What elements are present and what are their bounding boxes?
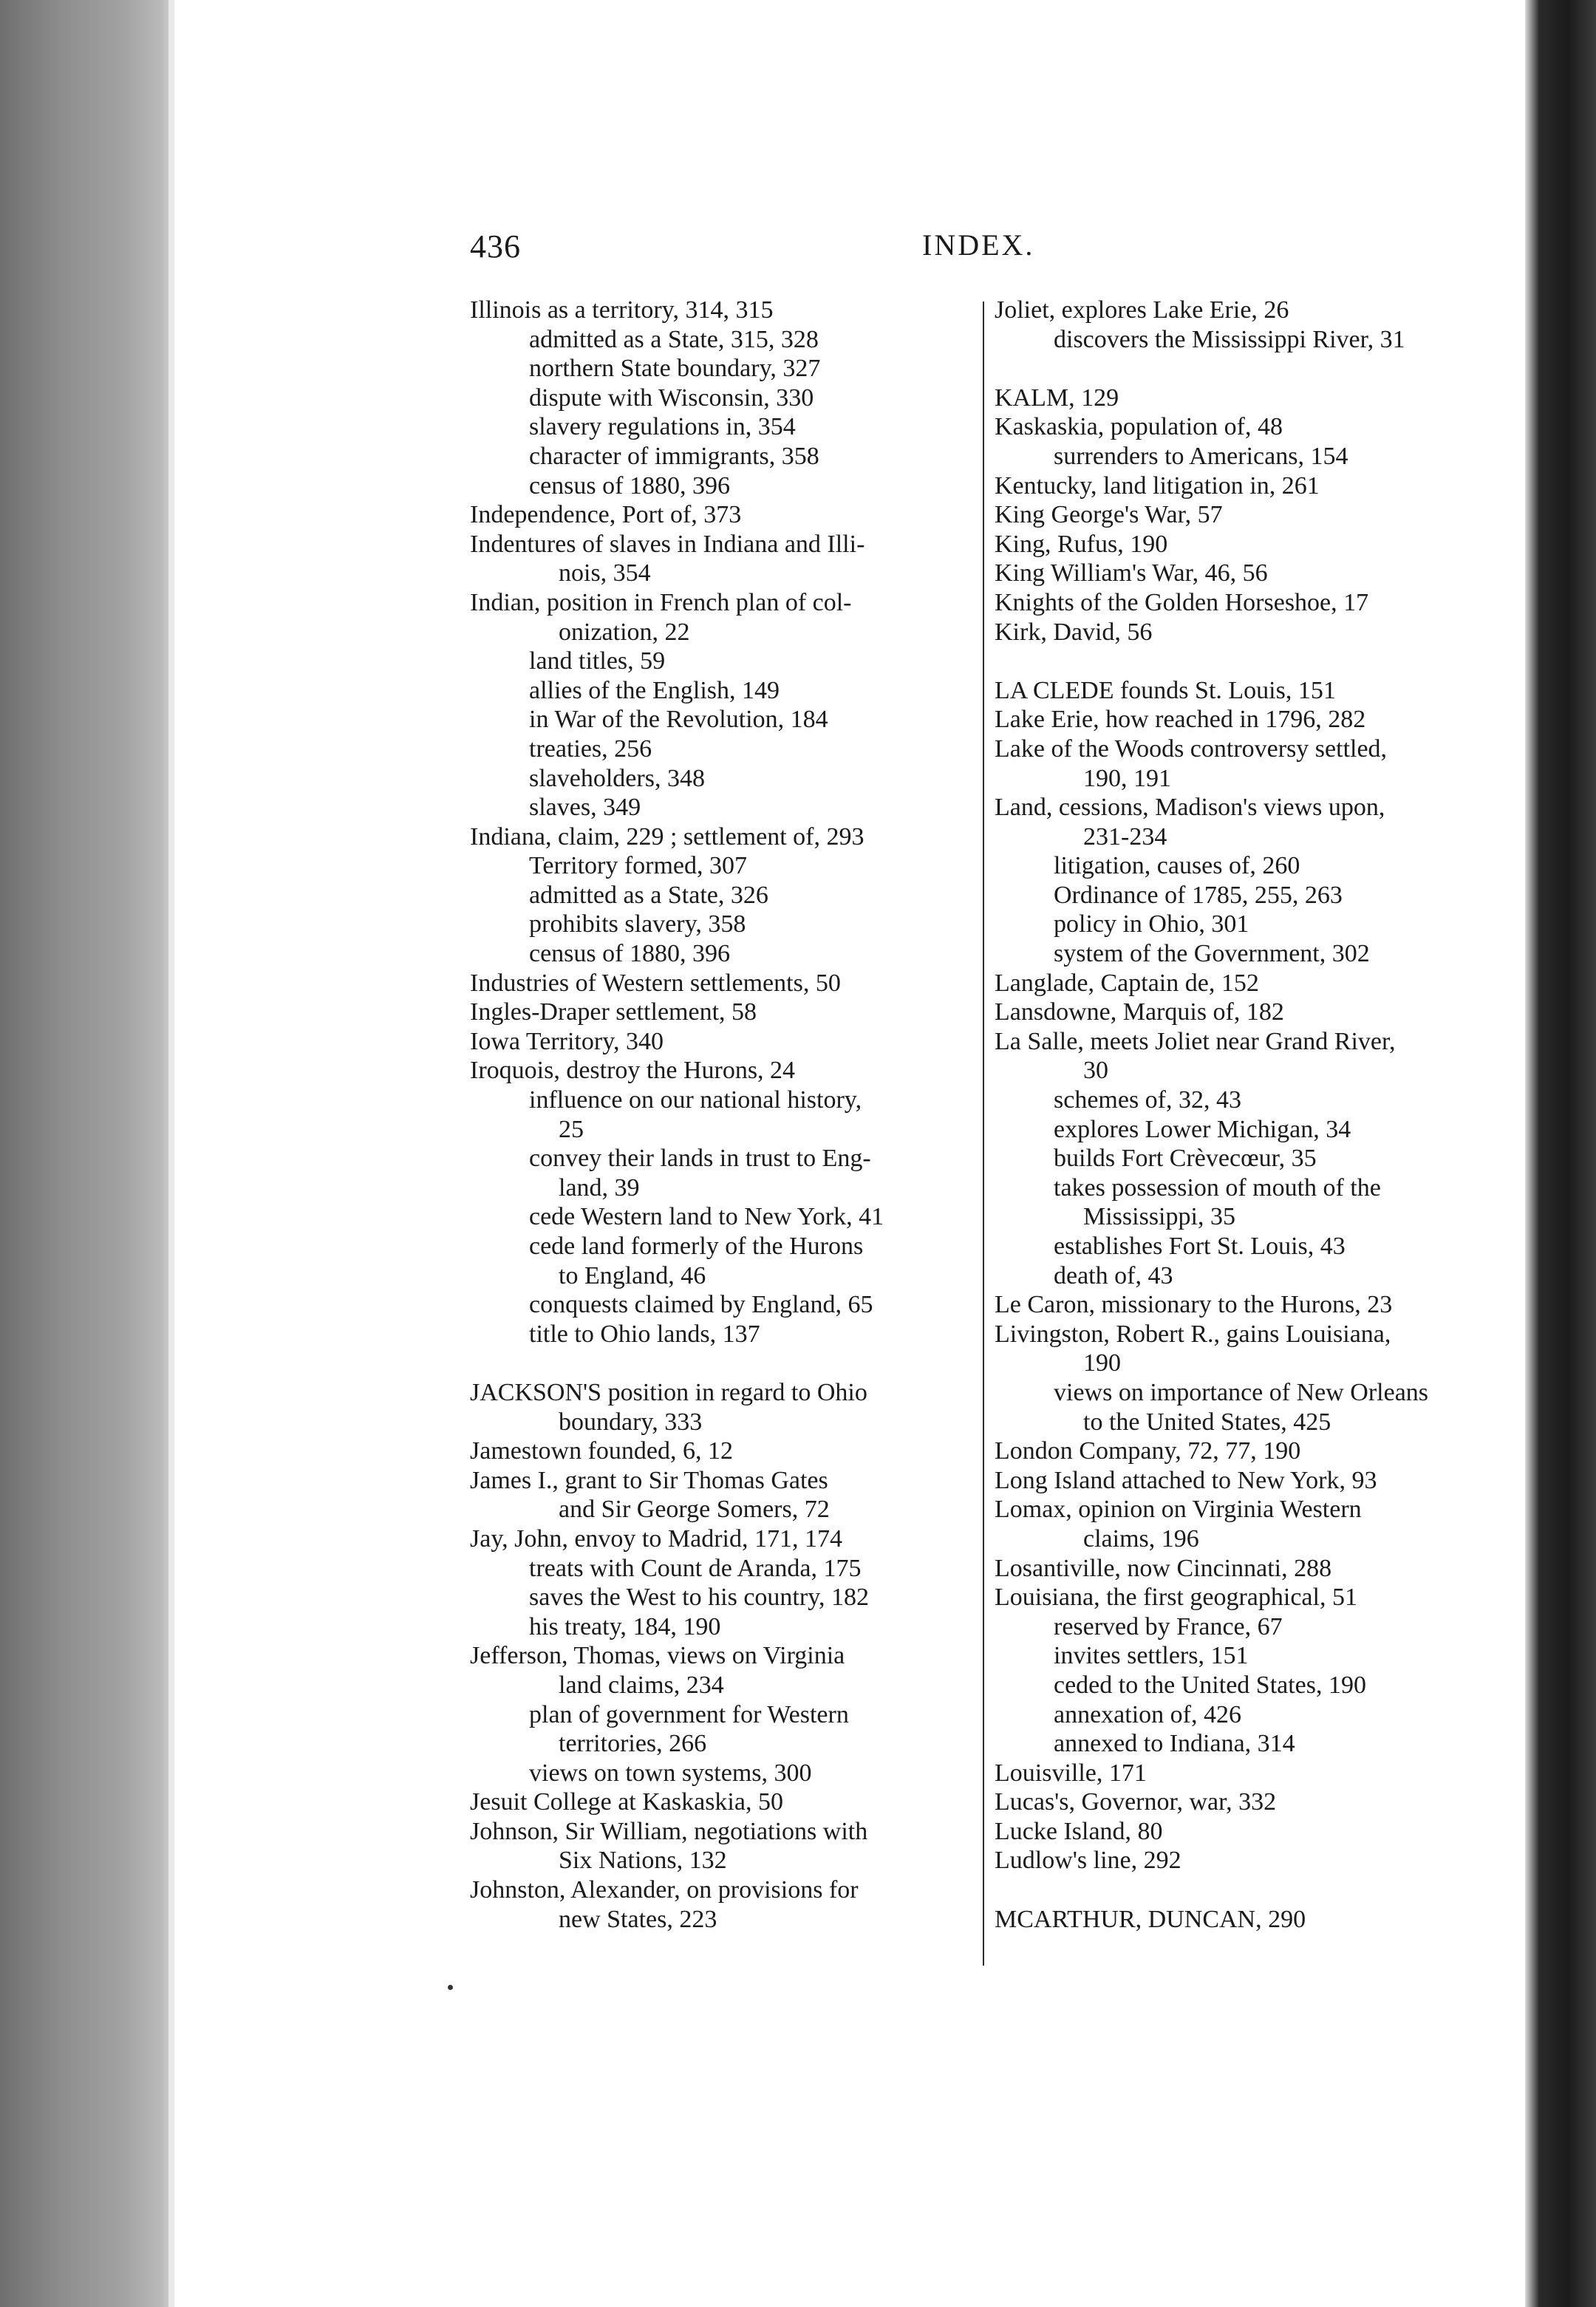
index-entry: Lake Erie, how reached in 1796, 282 xyxy=(995,706,1366,734)
index-entry: Illinois as a territory, 314, 315 xyxy=(470,296,774,324)
index-entry: views on town systems, 300 xyxy=(529,1759,812,1787)
index-entry: dispute with Wisconsin, 330 xyxy=(529,384,814,412)
index-entry: Ordinance of 1785, 255, 263 xyxy=(1054,881,1343,909)
index-entry: Joliet, explores Lake Erie, 26 xyxy=(995,296,1289,324)
index-entry: Indiana, claim, 229 ; settlement of, 293 xyxy=(470,822,864,851)
index-entry: Iroquois, destroy the Hurons, 24 xyxy=(470,1057,796,1085)
index-entry: surrenders to Americans, 154 xyxy=(1054,442,1348,470)
index-entry: death of, 43 xyxy=(1054,1261,1173,1289)
index-entry: prohibits slavery, 358 xyxy=(529,910,746,938)
scan-left-edge xyxy=(0,0,174,2307)
index-entry: Ludlow's line, 292 xyxy=(995,1847,1181,1875)
index-entry: 190 xyxy=(1083,1349,1121,1377)
index-entry: policy in Ohio, 301 xyxy=(1054,910,1249,938)
index-entry: Kirk, David, 56 xyxy=(995,618,1153,646)
index-entry: cede land formerly of the Hurons xyxy=(529,1233,864,1260)
index-entry: Livingston, Robert R., gains Louisiana, xyxy=(995,1320,1391,1348)
index-entry: Kentucky, land litigation in, 261 xyxy=(995,471,1320,500)
index-entry: census of 1880, 396 xyxy=(529,940,730,968)
index-entry: Langlade, Captain de, 152 xyxy=(995,969,1259,997)
index-entry: Lake of the Woods controversy settled, xyxy=(995,735,1388,763)
index-entry: ceded to the United States, 190 xyxy=(1054,1671,1367,1699)
index-entry: treaties, 256 xyxy=(529,735,652,763)
index-entry: Jesuit College at Kaskaskia, 50 xyxy=(470,1788,783,1816)
index-column-left xyxy=(470,296,980,1995)
index-entry: Kaskaskia, population of, 48 xyxy=(995,413,1283,441)
index-entry: admitted as a State, 326 xyxy=(529,881,768,909)
index-entry: 190, 191 xyxy=(1083,764,1171,792)
index-entry: Lansdowne, Marquis of, 182 xyxy=(995,998,1284,1026)
index-entry: Lucke Island, 80 xyxy=(995,1817,1163,1845)
index-entry: King George's War, 57 xyxy=(995,501,1223,529)
index-entry: reserved by France, 67 xyxy=(1054,1612,1283,1640)
index-entry: Six Nations, 132 xyxy=(559,1847,727,1875)
index-entry: annexation of, 426 xyxy=(1054,1700,1241,1728)
index-entry: northern State boundary, 327 xyxy=(529,355,821,383)
index-entry: Industries of Western settlements, 50 xyxy=(470,969,841,997)
index-entry: slavery regulations in, 354 xyxy=(529,413,796,441)
index-entry: King, Rufus, 190 xyxy=(995,530,1168,558)
index-entry: treats with Count de Aranda, 175 xyxy=(529,1554,862,1582)
page-header xyxy=(470,228,1490,287)
index-entry: land titles, 59 xyxy=(529,647,666,675)
index-section-gap xyxy=(470,1349,980,1378)
index-entry: Johnston, Alexander, on provisions for xyxy=(470,1876,859,1904)
index-entry: Independence, Port of, 373 xyxy=(470,501,742,529)
index-entry: Land, cessions, Madison's views upon, xyxy=(995,794,1385,822)
index-entry: land claims, 234 xyxy=(559,1671,724,1699)
column-divider xyxy=(983,301,984,1966)
index-entry: character of immigrants, 358 xyxy=(529,442,819,470)
index-entry: Territory formed, 307 xyxy=(529,852,748,880)
index-entry: to the United States, 425 xyxy=(1083,1408,1331,1436)
index-column-right xyxy=(995,296,1490,1995)
index-entry: Lucas's, Governor, war, 332 xyxy=(995,1788,1277,1816)
index-entry: census of 1880, 396 xyxy=(529,471,730,500)
index-entry: 30 xyxy=(1083,1057,1108,1085)
index-entry: Lomax, opinion on Virginia Western xyxy=(995,1496,1362,1524)
index-entry: Ingles-Draper settlement, 58 xyxy=(470,998,757,1026)
index-entry: takes possession of mouth of the xyxy=(1054,1173,1381,1202)
index-entry: Louisville, 171 xyxy=(995,1759,1147,1787)
index-entry: La Salle, meets Joliet near Grand River, xyxy=(995,1027,1396,1055)
index-entry: new States, 223 xyxy=(559,1905,717,1933)
index-entry: nois, 354 xyxy=(559,559,651,587)
index-entry: King William's War, 46, 56 xyxy=(995,559,1268,587)
index-entry: 231-234 xyxy=(1083,822,1167,851)
running-head-title: INDEX. xyxy=(922,228,1035,262)
index-entry: builds Fort Crèvecœur, 35 xyxy=(1054,1145,1317,1173)
index-entry: his treaty, 184, 190 xyxy=(529,1612,721,1640)
index-entry: Louisiana, the first geographical, 51 xyxy=(995,1584,1357,1612)
index-entry: Mississippi, 35 xyxy=(1083,1203,1235,1231)
index-entry: annexed to Indiana, 314 xyxy=(1054,1730,1295,1758)
index-entry: convey their lands in trust to Eng- xyxy=(529,1145,871,1173)
index-entry: Johnson, Sir William, negotiations with xyxy=(470,1817,868,1845)
index-entry: slaveholders, 348 xyxy=(529,764,705,792)
index-section-gap xyxy=(995,354,1490,384)
index-section-gap xyxy=(995,1875,1490,1905)
scan-right-edge xyxy=(1525,0,1596,2307)
index-entry: discovers the Mississippi River, 31 xyxy=(1054,325,1405,353)
index-entry: in War of the Revolution, 184 xyxy=(529,706,828,734)
index-entry: allies of the English, 149 xyxy=(529,676,780,704)
index-entry: explores Lower Michigan, 34 xyxy=(1054,1115,1351,1143)
index-entry: and Sir George Somers, 72 xyxy=(559,1496,830,1524)
index-entry: Jay, John, envoy to Madrid, 171, 174 xyxy=(470,1524,842,1553)
index-entry: title to Ohio lands, 137 xyxy=(529,1320,760,1348)
index-entry: Knights of the Golden Horseshoe, 17 xyxy=(995,588,1369,616)
index-entry: to England, 46 xyxy=(559,1261,706,1289)
index-entry: conquests claimed by England, 65 xyxy=(529,1291,873,1319)
index-entry: plan of government for Western xyxy=(529,1700,849,1728)
index-entry: territories, 266 xyxy=(559,1730,707,1758)
index-entry: Indian, position in French plan of col- xyxy=(470,588,852,616)
index-entry: claims, 196 xyxy=(1083,1524,1199,1553)
index-entry: influence on our national history, xyxy=(529,1086,862,1114)
index-entry: LA CLEDE founds St. Louis, 151 xyxy=(995,676,1336,704)
index-entry: Le Caron, missionary to the Hurons, 23 xyxy=(995,1291,1393,1319)
index-entry: cede Western land to New York, 41 xyxy=(529,1203,884,1231)
index-entry: schemes of, 32, 43 xyxy=(1054,1086,1242,1114)
index-entry: saves the West to his country, 182 xyxy=(529,1584,869,1612)
index-entry: Jamestown founded, 6, 12 xyxy=(470,1437,734,1465)
index-entry: Indentures of slaves in Indiana and Illi- xyxy=(470,530,865,558)
index-entry: MCARTHUR, DUNCAN, 290 xyxy=(995,1905,1306,1933)
index-entry: Iowa Territory, 340 xyxy=(470,1027,664,1055)
index-entry: invites settlers, 151 xyxy=(1054,1642,1249,1670)
index-entry: land, 39 xyxy=(559,1173,640,1202)
index-section-gap xyxy=(995,647,1490,676)
index-entry: 25 xyxy=(559,1115,584,1143)
index-entry: admitted as a State, 315, 328 xyxy=(529,325,819,353)
index-entry: boundary, 333 xyxy=(559,1408,703,1436)
index-entry: onization, 22 xyxy=(559,618,690,646)
index-entry: James I., grant to Sir Thomas Gates xyxy=(470,1466,828,1494)
index-entry: London Company, 72, 77, 190 xyxy=(995,1437,1301,1465)
index-entry: slaves, 349 xyxy=(529,794,641,822)
index-entry: Long Island attached to New York, 93 xyxy=(995,1466,1377,1494)
index-entry: litigation, causes of, 260 xyxy=(1054,852,1300,880)
index-entry: KALM, 129 xyxy=(995,384,1119,412)
index-entry: JACKSON'S position in regard to Ohio xyxy=(470,1378,867,1406)
index-entry: establishes Fort St. Louis, 43 xyxy=(1054,1233,1346,1260)
page-number: 436 xyxy=(470,228,521,265)
index-entry: system of the Government, 302 xyxy=(1054,940,1370,968)
index-entry: views on importance of New Orleans xyxy=(1054,1378,1429,1406)
index-entry: Jefferson, Thomas, views on Virginia xyxy=(470,1642,845,1670)
ink-speck xyxy=(448,1985,453,1990)
index-entry: Losantiville, now Cincinnati, 288 xyxy=(995,1554,1332,1582)
